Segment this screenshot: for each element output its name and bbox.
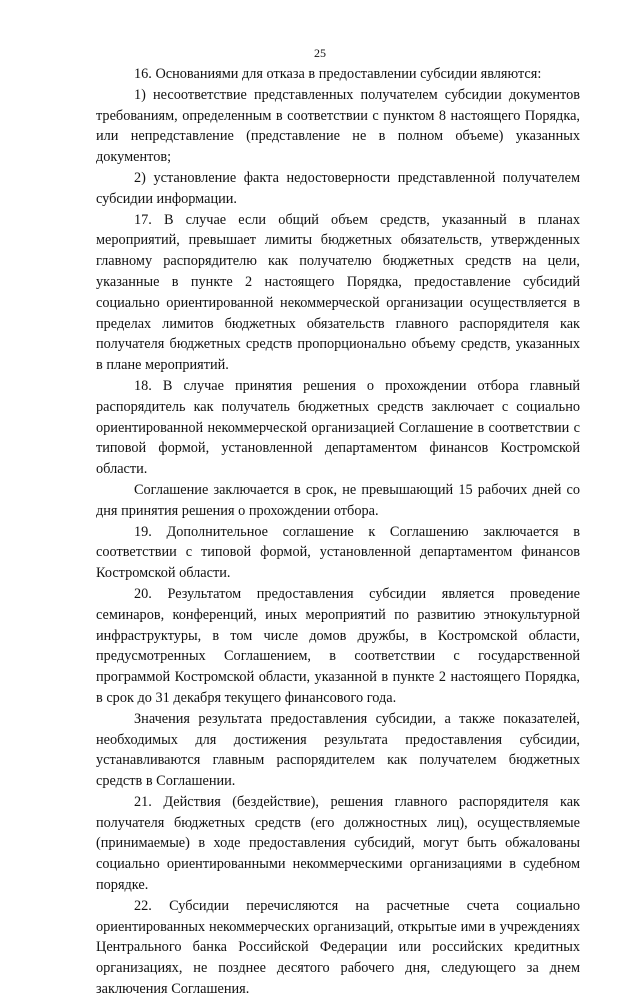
paragraph-17: 17. В случае если общий объем средств, указанный в планах мероприятий, превышает лимиты бюджетных обязательств, утвержденных главному распорядителю как получателю бюджетных средств на цели, указанные в пункте 2 настоящего Порядка, предоставление субсидий социально ориентированной некоммерческой организации осуществляется в пределах лимитов бюджетных обязательств главного распорядителя как получателя бюджетных средств пропорционально объему средств, указанных в плане мероприятий. [96,211,580,374]
paragraph-18: 18. В случае принятия решения о прохождении отбора главный распорядитель как получатель бюджетных средств заключает с социально ориентированной некоммерческой организацией Соглашение в соответствии с типовой формой, установленной департаментом финансов Костромской области. [96,377,580,478]
paragraph-20: 20. Результатом предоставления субсидии является проведение семинаров, конференций, иных мероприятий по развитию этнокультурной инфраструктуры, в том числе домов дружбы, в Костромской области, предусмотренных Соглашением, в соответствии с государственной программой Костромской области, указанной в пункте 2 настоящего Порядка, в срок до 31 декабря текущего финансового года. [96,585,580,706]
paragraph-19: 19. Дополнительное соглашение к Соглашению заключается в соответствии с типовой формой, установленной департаментом финансов Костромской области. [96,523,580,582]
paragraph-16-item-1: 1) несоответствие представленных получателем субсидии документов требованиям, определенным в соответствии с пунктом 8 настоящего Порядка, или непредставление (представление не в полном объеме) указанных документов; [96,86,580,166]
paragraph-21: 21. Действия (бездействие), решения главного распорядителя как получателя бюджетных средств (его должностных лиц), осуществляемые (принимаемые) в ходе предоставления субсидий, могут быть обжалованы социально ориентированными некоммерческими организациями в судебном порядке. [96,793,580,894]
paragraph-16-intro: 16. Основаниями для отказа в предоставлении субсидии являются: [134,66,542,82]
page-number: 25 [314,46,326,60]
paragraph-16-item-2: 2) установление факта недостоверности представленной получателем субсидии информации. [96,169,580,207]
document-body [96,64,580,1000]
paragraph-22: 22. Субсидии перечисляются на расчетные счета социально ориентированных некоммерческих организаций, открытые ими в учреждениях Центрального банка Российской Федерации или российских кредитных организациях, не позднее десятого рабочего дня, следующего за днем заключения Соглашения. [96,897,580,998]
paragraph-18-agreement-term: Соглашение заключается в срок, не превышающий 15 рабочих дней со дня принятия решения о прохождении отбора. [96,481,580,519]
paragraph-20-result-values: Значения результата предоставления субсидии, а также показателей, необходимых для достижения результата предоставления субсидии, устанавливаются главным распорядителем как получателем бюджетных средств в Соглашении. [96,710,580,790]
